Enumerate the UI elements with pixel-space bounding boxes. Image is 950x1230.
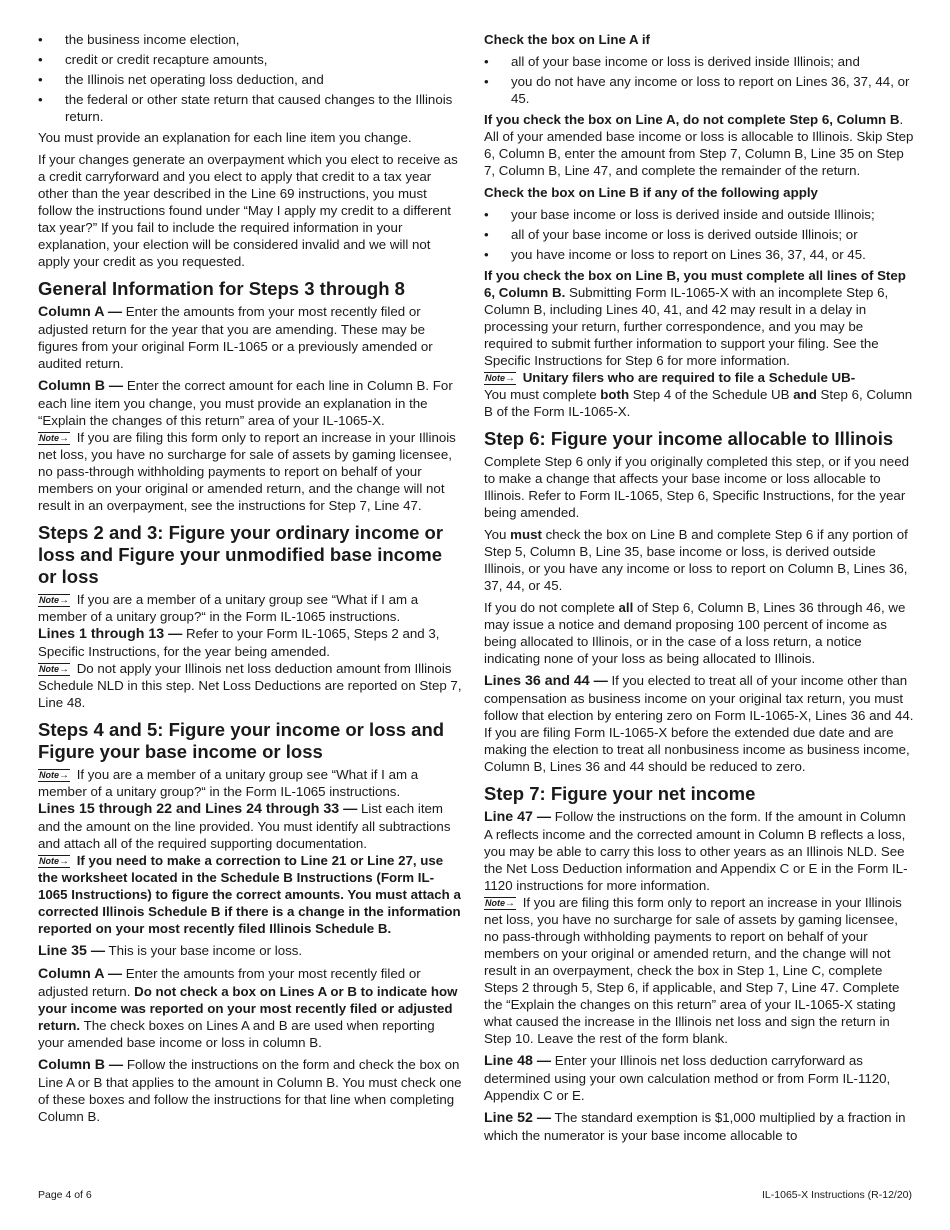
heading-step-6: Step 6: Figure your income allocable to Illinois xyxy=(484,428,894,449)
line-52-paragraph: Line 52 — The standard exemption is $1,000 multiplied by a fraction in which the numerator is your base income allocable to xyxy=(484,1110,906,1143)
line-b-list xyxy=(484,206,914,263)
line-b-paragraph: If you check the box on Line B, you must complete all lines of Step 6, Column B. Submitting Form IL-1065-X with an incomplete Step 6, Column B, including Lines 40, 41, and 42 may result in a delay in processing your return, further correspondence, and you may be required to submit further information to support your filing. See the Specific Instructions for Step 6 for more information. Note→ Unitary filers who are required to file a Schedule UB- You must complete both Step 4 of the Schedule UB and Step 6, Column B of the Form IL-1065-X. xyxy=(484,268,913,419)
column-b-amended-paragraph: Column B — Follow the instructions on the form and check the box on Line A or B that applies to the amount in Column B. You must check one of these boxes and follow the instructions for that line when completing Column B. xyxy=(38,1057,462,1124)
list-item: • all of your base income or loss is derived outside Illinois; or xyxy=(484,226,914,243)
note-paragraph: Note→ If you are a member of a unitary group see “What if I am a member of a unitary group?“ in the Form IL-1065 instructions. Lines 1 through 13 — Refer to your Form IL-1065, Steps 2 and 3, Specific Instructions, for the year being amended. Note→ Do not apply your Illinois net loss deduction amount from Illinois Schedule NLD in this step. Net Loss Deductions are reported on Step 7, Line 48. xyxy=(38,592,462,710)
note-paragraph: Note→ If you are a member of a unitary group see “What if I am a member of a unitary group?“ in the Form IL-1065 instructions. Lines 15 through 22 and Lines 24 through 33 — List each item and the amount on the line provided. You must identify all subtractions and attach all of the required supporting documentation. Note→ If you need to make a correction to Line 21 or Line 27, use the worksheet located in the Schedule B Instructions (Form IL-1065 Instructions) to figure the correct amounts. You must attach a corrected Illinois Schedule B if there is a change in the information reported on your most recently filed Illinois Schedule B. xyxy=(38,767,461,936)
change-items-list xyxy=(38,31,463,125)
note-icon: Note→ xyxy=(485,373,515,384)
lines-36-44-label: Lines 36 and 44 — xyxy=(484,673,608,689)
heading-step-7: Step 7: Figure your net income xyxy=(484,783,756,804)
line-a-paragraph: If you check the box on Line A, do not complete Step 6, Column B. All of your amended base income or loss is allocable to Illinois. Skip Step 6, Column B, enter the amount from Step 7, Column B, Line 35 on Step 7, Column B, Line 47, and complete the remainder of the return. xyxy=(484,112,914,178)
note-icon: Note→ xyxy=(485,898,515,909)
list-item: • your base income or loss is derived inside and outside Illinois; xyxy=(484,206,914,223)
lines-36-44-paragraph: Lines 36 and 44 — If you elected to treat all of your income other than compensation as business income on your original tax return, you must follow that election by entering zero on Form IL-1065-X, Lines 36 and 44. If you are filing Form IL-1065-X before the extended due date and are making the election to treat all nonbusiness income as business income, Column B, Lines 36 and 44 should be reduced to zero. xyxy=(484,673,914,774)
line-b-heading: Check the box on Line B if any of the following apply xyxy=(484,185,818,200)
heading-general-information: General Information for Steps 3 through 8 xyxy=(38,278,405,299)
line-47-paragraph: Line 47 — Follow the instructions on the form. If the amount in Column A reflects income and the corrected amount in Column B reflects a loss, you may be able to carry this loss to other years as an Illinois NLD. See the Net Loss Deduction information and Appendix C or E in the Form IL-1120 instructions for more information. Note→ If you are filing this form only to report an increase in your Illinois net loss, you have no surcharge for sale of assets by gaming licensee, no pass-through withholding payments to report on behalf of your members on your original or amended return, and the change will not result in an overpayment, check the box in Step 1, Line C, complete Steps 2 through 5, Step 6, if applicable, and Step 7, Line 47. Complete the “Explain the changes on this return” area of your IL-1065-X stating what caused the increase in the Illinois net loss and sign the return in Step 10. Leave the rest of the form blank. xyxy=(484,809,908,1046)
list-item: • all of your base income or loss is derived inside Illinois; and xyxy=(484,53,914,70)
column-b-paragraph: Column B — Enter the correct amount for each line in Column B. For each line item you change, you must provide an explanation in the “Explain the changes of this return” area of your IL-1065-X. Note→ If you are filing this form only to report an increase in your Illinois net loss, you have no surcharge for sale of assets by gaming licensee, no pass-through withholding payments to report on behalf of your members on your original or amended return, and the change will not result in an overpayment, see the instructions for Step 7, Line 47. xyxy=(38,378,456,513)
form-revision: IL-1065-X Instructions (R-12/20) xyxy=(762,1189,912,1201)
step-6-paragraph: Complete Step 6 only if you originally completed this step, or if you need to make a change that affects your base income or loss allocable to Illinois. Refer to Form IL-1065, Step 6, Specific Instructions, for the year being amended. xyxy=(484,454,909,520)
explanation-paragraph: You must provide an explanation for each line item you change. xyxy=(38,130,412,145)
column-a-paragraph: Column A — Enter the amounts from your most recently filed or adjusted return for the year that you are amending. These may be figures from your original Form IL-1065 or a previously amended or audited return. xyxy=(38,304,433,371)
heading-steps-2-3: Steps 2 and 3: Figure your ordinary income or loss and Figure your unmodified base income or loss xyxy=(38,522,444,587)
overpayment-paragraph: If your changes generate an overpayment which you elect to receive as a credit carryforward and you elect to apply that credit to a tax year other than the year described in the Line 69 instructions, you must follow the instructions found under “May I apply my credit to a different tax year?” If you fail to include the required information in your explanation, your election will be considered invalid and we will not apply your credit as you requested. xyxy=(38,152,458,269)
list-item: • you do not have any income or loss to report on Lines 36, 37, 44, or 45. xyxy=(484,73,914,107)
line-48-label: Line 48 — xyxy=(484,1053,552,1069)
list-item: • you have income or loss to report on Lines 36, 37, 44, or 45. xyxy=(484,246,914,263)
column-a-label: Column A — xyxy=(38,304,123,320)
step-6-must-paragraph: You must check the box on Line B and complete Step 6 if any portion of Step 5, Column B, Line 35, base income or loss, is derived outside Illinois, or you have any income or loss to report on Column B, Lines 36, 37, 44, or 45. xyxy=(484,527,908,593)
step-6-all-paragraph: If you do not complete all of Step 6, Column B, Lines 36 through 46, we may issue a notice and demand proposing 100 percent of income as being allocated to Illinois, or in the case of a loss return, a notice indicating none of your loss as being allocated to Illinois. xyxy=(484,600,906,666)
note-icon: Note→ xyxy=(39,433,69,444)
left-column xyxy=(38,31,463,1130)
line-52-label: Line 52 — xyxy=(484,1110,552,1126)
column-b-label: Column B — xyxy=(38,378,124,394)
note-icon: Note→ xyxy=(39,770,69,781)
column-a-label: Column A — xyxy=(38,966,123,982)
line-47-label: Line 47 — xyxy=(484,809,552,825)
list-item: • the federal or other state return that caused changes to the Illinois return. xyxy=(38,91,463,125)
column-b-label: Column B — xyxy=(38,1057,124,1073)
page-number: Page 4 of 6 xyxy=(38,1189,92,1201)
line-a-list xyxy=(484,53,914,107)
line-35-label: Line 35 — xyxy=(38,943,106,959)
lines-15-33-label: Lines 15 through 22 and Lines 24 through 33 — xyxy=(38,801,358,817)
list-item: • the Illinois net operating loss deduction, and xyxy=(38,71,463,88)
right-column xyxy=(484,31,914,1149)
line-48-paragraph: Line 48 — Enter your Illinois net loss deduction carryforward as determined using your own calculation method or from Form IL-1120, Appendix C or E. xyxy=(484,1053,891,1103)
note-icon: Note→ xyxy=(39,595,69,606)
note-icon: Note→ xyxy=(39,664,69,675)
column-a-amended-paragraph: Column A — Enter the amounts from your most recently filed or adjusted return. Do not check a box on Lines A or B to indicate how your income was reported on your most recently filed or adjusted return. The check boxes on Lines A and B are used when reporting your amended base income or loss in column B. xyxy=(38,966,458,1050)
lines-1-13-label: Lines 1 through 13 — xyxy=(38,626,183,642)
line-a-heading: Check the box on Line A if xyxy=(484,32,650,47)
list-item: • credit or credit recapture amounts, xyxy=(38,51,463,68)
list-item: • the business income election, xyxy=(38,31,463,48)
note-icon: Note→ xyxy=(39,856,69,867)
line-35-paragraph: Line 35 — This is your base income or loss. xyxy=(38,943,303,959)
heading-steps-4-5: Steps 4 and 5: Figure your income or loss and Figure your base income or loss xyxy=(38,719,445,762)
